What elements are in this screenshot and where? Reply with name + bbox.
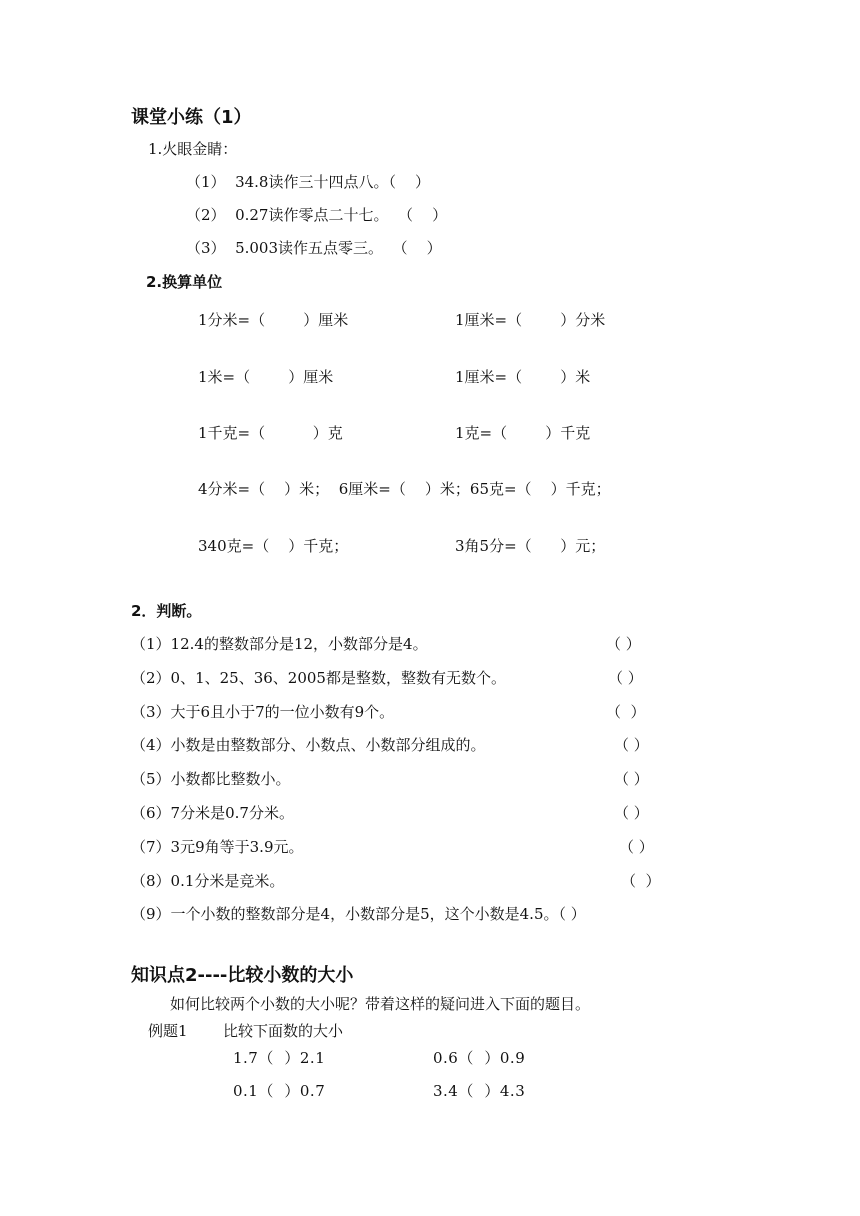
judgement-statement: （4）小数是由整数部分、小数点、小数部分组成的。 [131, 736, 486, 754]
answer-blank: （ ） [606, 703, 646, 721]
unit-conversion-item: 1米=（ ）厘米 [198, 368, 334, 386]
answer-blank: （ ） [614, 804, 649, 822]
section-title-compare-decimals: 知识点2----比较小数的大小 [131, 965, 354, 986]
judgement-statement: （6）7分米是0.7分米。 [131, 804, 294, 822]
compare-item: 0.1（ ）0.7 [233, 1082, 326, 1100]
question-1-item: （2） 0.27读作零点二十七。 （ ） [186, 206, 448, 224]
unit-conversion-item: 1千克=（ ）克 [198, 424, 343, 442]
compare-item: 1.7（ ）2.1 [233, 1049, 326, 1067]
unit-conversion-item: 1克=（ ）千克 [455, 424, 591, 442]
compare-item: 3.4（ ）4.3 [433, 1082, 526, 1100]
answer-blank: （ ） [614, 770, 649, 788]
judgement-statement: （2）0、1、25、36、2005都是整数，整数有无数个。 [131, 669, 506, 687]
answer-blank: （ ） [619, 838, 654, 856]
answer-blank: （ ） [621, 872, 661, 890]
question-2-heading: 2.换算单位 [146, 273, 223, 291]
question-1-heading: 1.火眼金睛： [148, 140, 238, 158]
unit-conversion-item: 1厘米=（ ）分米 [455, 311, 606, 329]
judgement-statement: （7）3元9角等于3.9元。 [131, 838, 304, 856]
judgement-statement: （3）大于6且小于7的一位小数有9个。 [131, 703, 395, 721]
example-label: 例题1 [148, 1022, 188, 1040]
unit-conversion-item: 340克=（ ）千克； [198, 537, 349, 555]
unit-conversion-item: 1厘米=（ ）米 [455, 368, 591, 386]
example-text: 比较下面数的大小 [223, 1022, 344, 1040]
judgement-statement: （1）12.4的整数部分是12，小数部分是4。 [131, 635, 428, 653]
judgement-statement: （5）小数都比整数小。 [131, 770, 291, 788]
section-intro: 如何比较两个小数的大小呢？带着这样的疑问进入下面的题目。 [170, 995, 591, 1013]
unit-conversion-item: 1分米=（ ）厘米 [198, 311, 349, 329]
question-1-item: （1） 34.8读作三十四点八。（ ） [186, 173, 431, 191]
judgement-statement: （8）0.1分米是竞米。 [131, 872, 285, 890]
question-1-item: （3） 5.003读作五点零三。 （ ） [186, 239, 442, 257]
judgement-statement: （9）一个小数的整数部分是4，小数部分是5，这个小数是4.5。（ ） [131, 905, 586, 923]
unit-conversion-item: 4分米=（ ）米； 6厘米=（ ）米；65克=（ ）千克； [198, 480, 611, 498]
answer-blank: （ ） [608, 669, 643, 687]
answer-blank: （ ） [614, 736, 649, 754]
unit-conversion-item: 3角5分=（ ）元； [455, 537, 606, 555]
answer-blank: （ ） [606, 635, 641, 653]
question-3-heading: 2．判断。 [131, 602, 202, 620]
section-title-practice: 课堂小练（1） [131, 107, 252, 128]
compare-item: 0.6（ ）0.9 [433, 1049, 526, 1067]
